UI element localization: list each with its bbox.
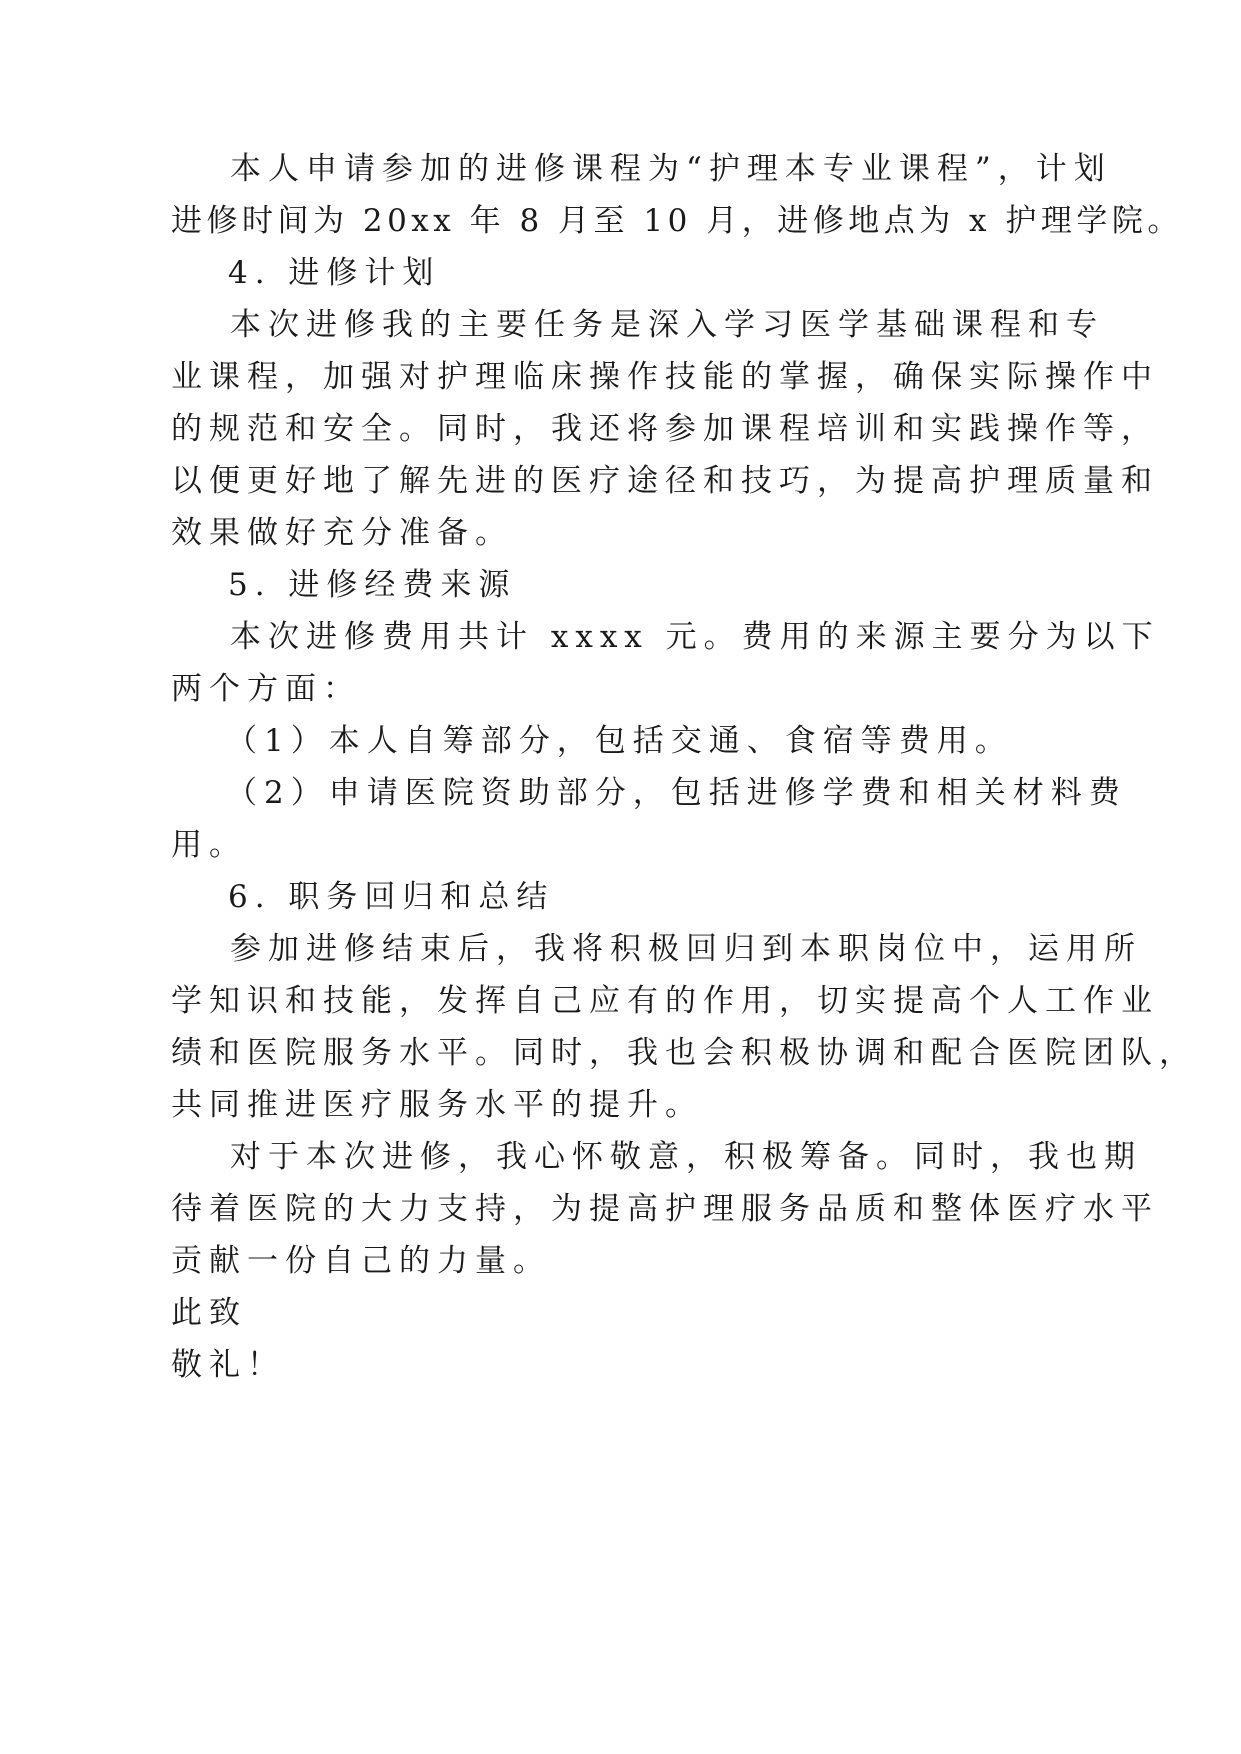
paragraph-funding-line-1: 本次进修费用共计 xxxx 元。费用的来源主要分为以下 (230, 619, 1160, 655)
section-heading-return-summary: 6. 职务回归和总结 (228, 879, 555, 915)
paragraph-return-line-4: 共同推进医疗服务水平的提升。 (171, 1087, 703, 1123)
paragraph-plan-line-4: 以便更好地了解先进的医疗途径和技巧，为提高护理质量和 (171, 463, 1159, 499)
salutation-cizhi: 此致 (171, 1295, 247, 1331)
funding-item-1: （1）本人自筹部分，包括交通、食宿等费用。 (226, 723, 1013, 759)
paragraph-closing-line-3: 贡献一份自己的力量。 (171, 1243, 551, 1279)
paragraph-plan-line-1: 本次进修我的主要任务是深入学习医学基础课程和专 (230, 307, 1104, 343)
funding-item-2-line-2: 用。 (171, 827, 247, 863)
paragraph-closing-line-2: 待着医院的大力支持，为提高护理服务品质和整体医疗水平 (171, 1191, 1159, 1227)
section-heading-study-plan: 4. 进修计划 (228, 255, 441, 291)
paragraph-closing-line-1: 对于本次进修，我心怀敬意，积极筹备。同时，我也期 (230, 1139, 1142, 1175)
paragraph-course-line-1: 本人申请参加的进修课程为“护理本专业课程”，计划 (230, 151, 1112, 187)
paragraph-course-line-2: 进修时间为 20xx 年 8 月至 10 月，进修地点为 x 护理学院。 (171, 203, 1183, 239)
paragraph-funding-line-2: 两个方面： (171, 671, 361, 707)
paragraph-return-line-1: 参加进修结束后，我将积极回归到本职岗位中，运用所 (230, 931, 1142, 967)
salutation-jingli: 敬礼！ (171, 1347, 285, 1383)
paragraph-plan-line-2: 业课程，加强对护理临床操作技能的掌握，确保实际操作中 (171, 359, 1159, 395)
paragraph-return-line-3: 绩和医院服务水平。同时，我也会积极协调和配合医院团队， (171, 1035, 1197, 1071)
paragraph-return-line-2: 学知识和技能，发挥自己应有的作用，切实提高个人工作业 (171, 983, 1159, 1019)
paragraph-plan-line-5: 效果做好充分准备。 (171, 515, 513, 551)
paragraph-plan-line-3: 的规范和安全。同时，我还将参加课程培训和实践操作等， (171, 411, 1159, 447)
funding-item-2-line-1: （2）申请医院资助部分，包括进修学费和相关材料费 (226, 775, 1127, 811)
section-heading-funding: 5. 进修经费来源 (228, 567, 517, 603)
